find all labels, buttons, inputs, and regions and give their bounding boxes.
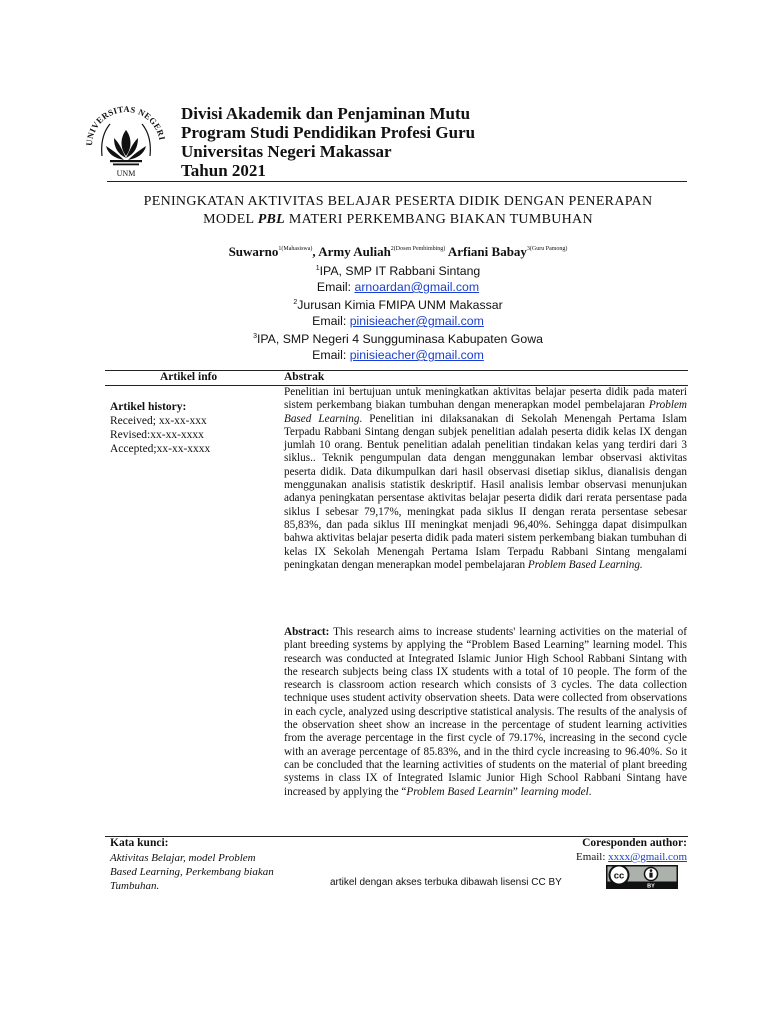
authors — [105, 241, 691, 260]
abstrak-part-1: Penelitian ini bertujuan untuk meningkatkan aktivitas belajar peserta didik pada materi sistem perkembang biakan tumbuhan dengan menerapkan model pembelajaran — [284, 386, 687, 412]
license-text: artikel dengan akses terbuka dibawah lisensi CC BY — [330, 877, 562, 888]
abstract-text — [284, 626, 687, 799]
header-divider — [107, 181, 687, 182]
keywords-label: Kata kunci: — [110, 837, 169, 849]
svg-text:UNIVERSITAS NEGERI MAKASSAR: UNIVERSITAS NEGERI — [83, 103, 168, 147]
affiliation-3-text: IPA, SMP Negeri 4 Sungguminasa Kabupaten Gowa — [256, 332, 543, 346]
author-2: , Army Auliah — [312, 244, 391, 259]
abstrak-text — [284, 386, 687, 572]
corresponding-author-label: Coresponden author: — [582, 837, 687, 849]
cc-by-badge[interactable] — [606, 865, 678, 889]
abstrak-part-2: . Penelitian ini dilaksanakan di Sekolah Menengah Pertama Islam Terpadu Rabbani Sintang dengan subjek penelitian adalah peserta didik kelas IX dengan jumlah 10 orang. Bentuk penelitian adalah penelitian tindakan kelas yang terdiri dari 3 siklus.. Teknik pengumpulan data dengan menggunakan lembar observasi aktivitas peserta didik. Data dikumpulkan dari hasil observasi disetiap siklus, dianalisis dengan menggunakan analisis statistik deskriptif. Hasil analisis lembar observasi menunjukan adanya peningkatan persentase aktivitas belajar peserta didik dari rerata persentase pada siklus I sebesar 79,17%, meningkat pada siklus II dengan rerata persentase sebesar 85,83%, dan pada siklus III meningkat menjadi 96,40%. Sehingga dapat disimpulkan bahwa aktivitas belajar peserta didik pada materi sistem perkembang biakan tumbuhan di kelas IX Sekolah Menengah Pertama Islam Terpadu Rabbani Sintang mengalami peningkatan dengan menerapkan model pembelajaran — [284, 412, 687, 571]
title-pbl: PBL — [257, 212, 286, 227]
title-pre: MODEL — [203, 212, 258, 227]
abstract-body: This research aims to increase students' learning activities on the material of plant breeding systems by applying the “Problem Based Learning” learning model. This research was conducted at Integrated Islamic Junior High School Rabbani Sintang with the research subjects being class IX students with a total of 10 people. The form of the research is classroom action research which consists of 3 cycles. The data collection technique uses student activity observation sheets. Data were collected from observations in each cycle, analyzed using descriptive statistical analysis. The results of the analysis of the observation sheet show an increase in the percentage of student learning activities from the average percentage in the first cycle of 79.17%, increasing in the second cycle with an average percentage of 85.83%, and in the third cycle increasing to 96.40%. So it can be concluded that the learning activities of students on the material of plant breeding systems in class IX of Integrated Islamic Junior High School Rabbani Sintang have increased by applying the “ — [284, 626, 687, 798]
author-1: Suwarno — [228, 244, 279, 259]
svg-text:cc: cc — [613, 870, 625, 882]
email-label: Email: — [316, 280, 355, 294]
author-1-role: 1(Mahasiswa) — [278, 246, 313, 252]
email-label: Email: — [312, 348, 350, 362]
abstract-label: Abstract: — [284, 626, 330, 638]
division-name: Divisi Akademik dan Penjaminan Mutu — [181, 104, 471, 123]
title-post: MATERI PERKEMBANG BIAKAN TUMBUHAN — [285, 212, 593, 227]
affiliation-2-number: 2 — [293, 299, 298, 306]
article-title — [105, 193, 691, 229]
email-link-1[interactable]: arnoardan@gmail.com — [354, 280, 480, 294]
email-link-3[interactable]: pinisieacher@gmail.com — [349, 348, 484, 362]
affiliations — [105, 261, 691, 363]
institution-header — [181, 104, 475, 180]
corresponding-email — [450, 851, 687, 863]
affiliation-2-email — [105, 313, 691, 329]
abstract-header: Abstrak — [284, 371, 325, 383]
abstrak-em-2: Problem Based Learning. — [527, 558, 643, 571]
abstract-end-quote: ” — [512, 785, 521, 798]
affiliation-2-text: Jurusan Kimia FMIPA UNM Makassar — [297, 298, 503, 312]
affiliation-3-email — [105, 347, 691, 363]
article-info-header: Artikel info — [160, 371, 218, 383]
university-logo — [80, 96, 172, 188]
university-name: Universitas Negeri Makassar — [181, 142, 392, 161]
received-date: Received; xx-xx-xxx — [110, 415, 207, 427]
keywords-text: Aktivitas Belajar, model Problem Based Learning, Perkembang biakan Tumbuhan. — [110, 852, 274, 892]
corr-email-label: Email: — [576, 851, 609, 863]
affiliation-1 — [105, 261, 691, 279]
title-line-1: PENINGKATAN AKTIVITAS BELAJAR PESERTA DIDIK DENGAN PENERAPAN — [143, 194, 653, 209]
year: Tahun 2021 — [181, 161, 266, 180]
article-history — [110, 400, 270, 456]
svg-text:BY: BY — [647, 883, 655, 889]
accepted-date: Accepted;xx-xx-xxxx — [110, 443, 211, 455]
author-3: Arfiani Babay — [445, 244, 527, 259]
affiliation-3-number: 3 — [253, 333, 257, 340]
affiliation-3 — [105, 329, 691, 347]
svg-text:UNM: UNM — [116, 169, 136, 178]
author-2-role: 2(Dosen Pembimbing) — [390, 246, 446, 252]
affiliation-1-number: 1 — [315, 265, 320, 272]
email-label: Email: — [312, 314, 350, 328]
affiliation-1-email — [105, 279, 691, 295]
revised-date: Revised:xx-xx-xxxx — [110, 429, 204, 441]
email-link-2[interactable]: pinisieacher@gmail.com — [349, 314, 484, 328]
abstract-end-em: learning model — [520, 785, 589, 798]
title-line-2 — [105, 211, 691, 229]
history-label: Artikel history: — [110, 401, 187, 413]
affiliation-1-text: IPA, SMP IT Rabbani Sintang — [319, 264, 481, 278]
corr-email-link[interactable]: xxxx@gmail.com — [608, 851, 687, 863]
program-name: Program Studi Pendidikan Profesi Guru — [181, 123, 476, 142]
author-3-role: 3(Guru Pamong) — [526, 246, 568, 252]
affiliation-2 — [105, 295, 691, 313]
abstract-end-dot: . — [588, 785, 592, 798]
abstrak-em-1: Problem Based Learning — [284, 399, 687, 425]
abstract-em: Problem Based Learnin — [406, 785, 513, 798]
